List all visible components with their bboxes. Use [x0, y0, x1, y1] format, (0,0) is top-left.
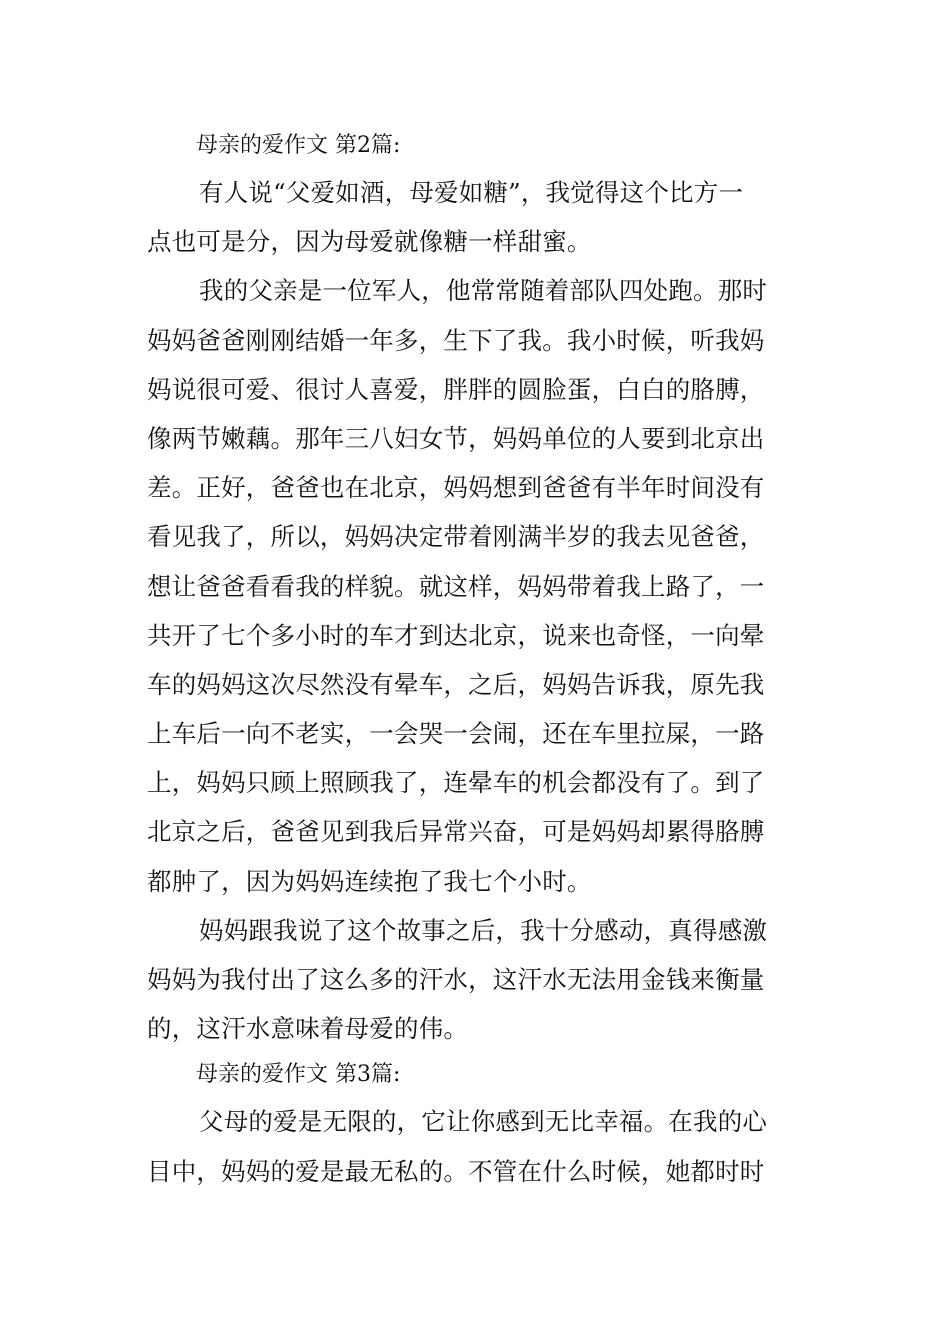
- paragraph-3: [147, 906, 807, 1054]
- text-line: 妈妈为我付出了这么多的汗水，这汗水无法用金钱来衡量: [147, 965, 765, 994]
- text-line: 差。正好，爸爸也在北京，妈妈想到爸爸有半年时间没有: [147, 473, 765, 503]
- text-line: 有人说“父爱如酒，母爱如糖”，我觉得这个比方一: [199, 178, 744, 207]
- paragraph-4: [147, 1097, 807, 1195]
- text-line: 我的父亲是一位军人，他常常随着部队四处跑。那时: [199, 276, 768, 306]
- text-line: 共开了七个多小时的车才到达北京，说来也奇怪，一向晕: [147, 620, 765, 650]
- text-line: 妈妈爸爸刚刚结婚一年多，生下了我。我小时候，听我妈: [147, 325, 765, 355]
- text-line: 的，这汗水意味着母爱的伟。: [147, 1014, 469, 1044]
- paragraph-1: [147, 168, 807, 266]
- text-line: 点也可是分，因为母爱就像糖一样甜蜜。: [147, 227, 592, 257]
- text-line: 目中，妈妈的爱是最无私的。不管在什么时候，她都时时: [147, 1156, 765, 1186]
- text-line: 上，妈妈只顾上照顾我了，连晕车的机会都没有了。到了: [147, 768, 765, 798]
- section-heading-3: 母亲的爱作文 第3篇:: [196, 1062, 401, 1088]
- text-line: 想让爸爸看看我的样貌。就这样，妈妈带着我上路了，一: [147, 571, 765, 601]
- text-line: 像两节嫩藕。那年三八妇女节，妈妈单位的人要到北京出: [147, 423, 765, 453]
- text-line: 父母的爱是无限的，它让你感到无比幸福。在我的心: [199, 1107, 768, 1137]
- text-line: 都肿了，因为妈妈连续抱了我七个小时。: [147, 866, 592, 896]
- text-line: 上车后一向不老实，一会哭一会闹，还在车里拉屎，一路: [147, 719, 765, 749]
- section-heading-2: 母亲的爱作文 第2篇:: [196, 133, 401, 158]
- text-line: 北京之后，爸爸见到我后异常兴奋，可是妈妈却累得胳膊: [147, 817, 765, 847]
- text-line: 妈妈跟我说了这个故事之后，我十分感动，真得感激: [199, 915, 768, 945]
- text-line: 妈说很可爱、很讨人喜爱，胖胖的圆脸蛋，白白的胳膊，: [147, 374, 765, 404]
- text-line: 看见我了，所以，妈妈决定带着刚满半岁的我去见爸爸，: [147, 522, 765, 552]
- article-body: [147, 124, 807, 1196]
- paragraph-2: [147, 266, 807, 905]
- text-line: 车的妈妈这次尽然没有晕车，之后，妈妈告诉我，原先我: [147, 669, 765, 699]
